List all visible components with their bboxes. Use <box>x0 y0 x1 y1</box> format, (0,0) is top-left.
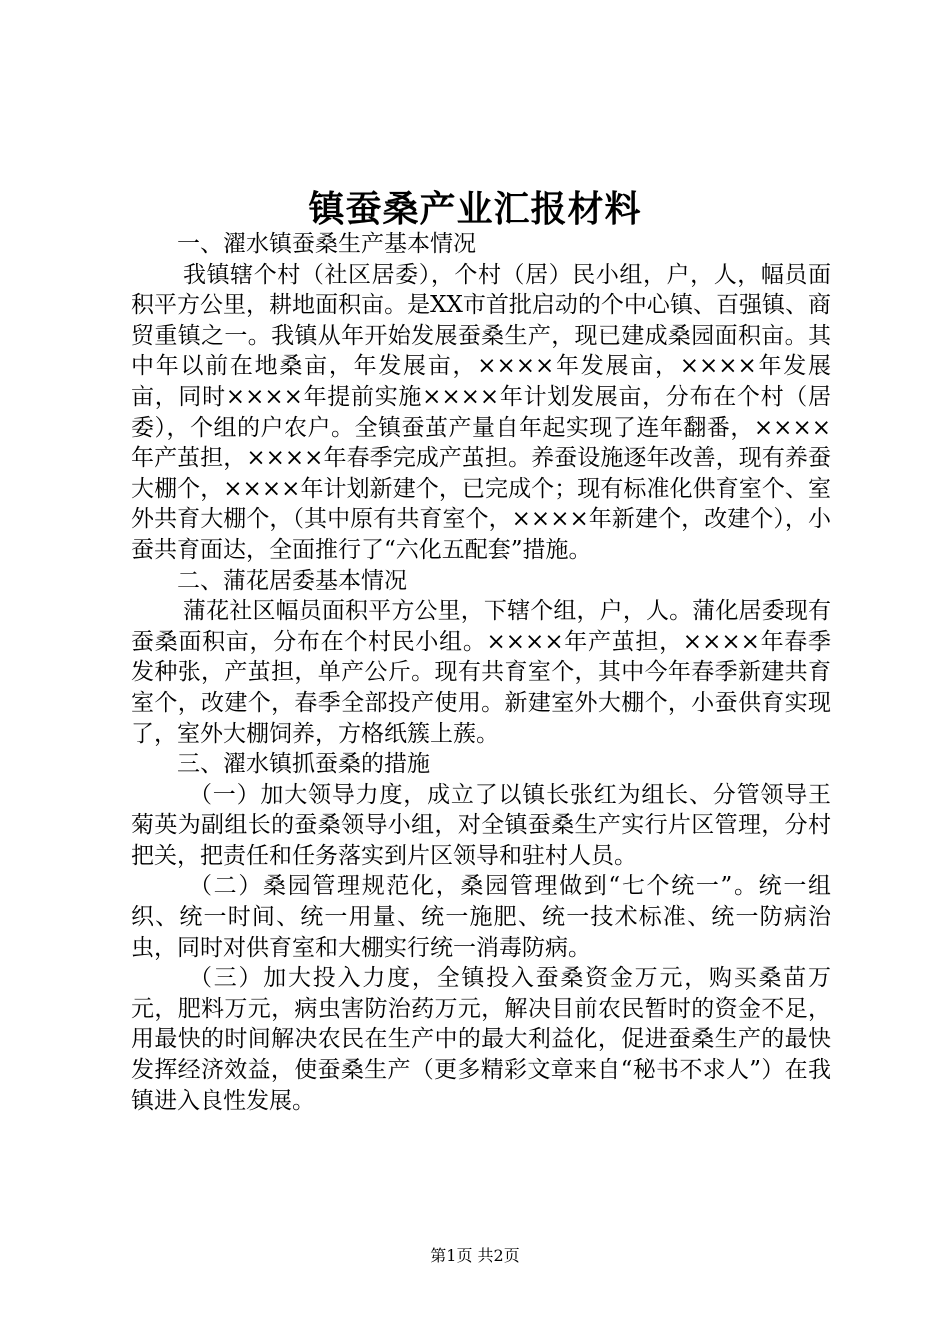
page-number-footer: 第1页 共2页 <box>430 1246 520 1265</box>
document-body <box>131 229 831 1116</box>
section-2-paragraph: 蒲花社区幅员面积平方公里，下辖个组，户，人。蒲化居委现有蚕桑面积亩，分布在个村民小组。××××年产茧担，××××年春季发种张，产茧担，单产公斤。现有共育室个，其中今年春季新建共育室个，改建个，春季全部投产使用。新建室外大棚个，小蚕供育实现了，室外大棚饲养，方格纸簇上蔟。 <box>131 598 831 747</box>
measure-3-paragraph: （三）加大投入力度，全镇投入蚕桑资金万元，购买桑苗万元，肥料万元，病虫害防治药万元，解决目前农民暂时的资金不足，用最快的时间解决农民在生产中的最大利益化，促进蚕桑生产的最快发挥经济效益，使蚕桑生产（更多精彩文章来自“秘书不求人”）在我镇进入良性发展。 <box>131 965 831 1114</box>
section-1-heading: 一、濯水镇蚕桑生产基本情况 <box>177 231 476 257</box>
document-title: 镇蚕桑产业汇报材料 <box>308 188 642 230</box>
measure-1-paragraph: （一）加大领导力度，成立了以镇长张红为组长、分管领导王菊英为副组长的蚕桑领导小组，对全镇蚕桑生产实行片区管理，分村把关，把责任和任务落实到片区领导和驻村人员。 <box>131 781 831 869</box>
measure-2-paragraph: （二）桑园管理规范化，桑园管理做到“七个统一”。统一组织、统一时间、统一用量、统一施肥、统一技术标准、统一防病治虫，同时对供育室和大棚实行统一消毒防病。 <box>131 873 831 961</box>
section-2-heading: 二、蒲花居委基本情况 <box>177 567 407 594</box>
section-1-paragraph: 我镇辖个村（社区居委），个村（居）民小组，户，人，幅员面积平方公里，耕地面积亩。是XX市首批启动的个中心镇、百强镇、商贸重镇之一。我镇从年开始发展蚕桑生产，现已建成桑园面积亩。其中年以前在地桑亩，年发展亩，××××年发展亩，××××年发展亩，同时××××年提前实施××××年计划发展亩，分布在个村（居委），个组的户农户。全镇蚕茧产量自年起实现了连年翻番，××××年产茧担，××××年春季完成产茧担。养蚕设施逐年改善，现有养蚕大棚个，××××年计划新建个，已完成个；现有标准化供育室个、室外共育大棚个，（其中原有共育室个，××××年新建个，改建个），小蚕共育面达，全面推行了“六化五配套”措施。 <box>131 261 831 563</box>
section-3-heading: 三、濯水镇抓蚕桑的措施 <box>177 751 430 778</box>
